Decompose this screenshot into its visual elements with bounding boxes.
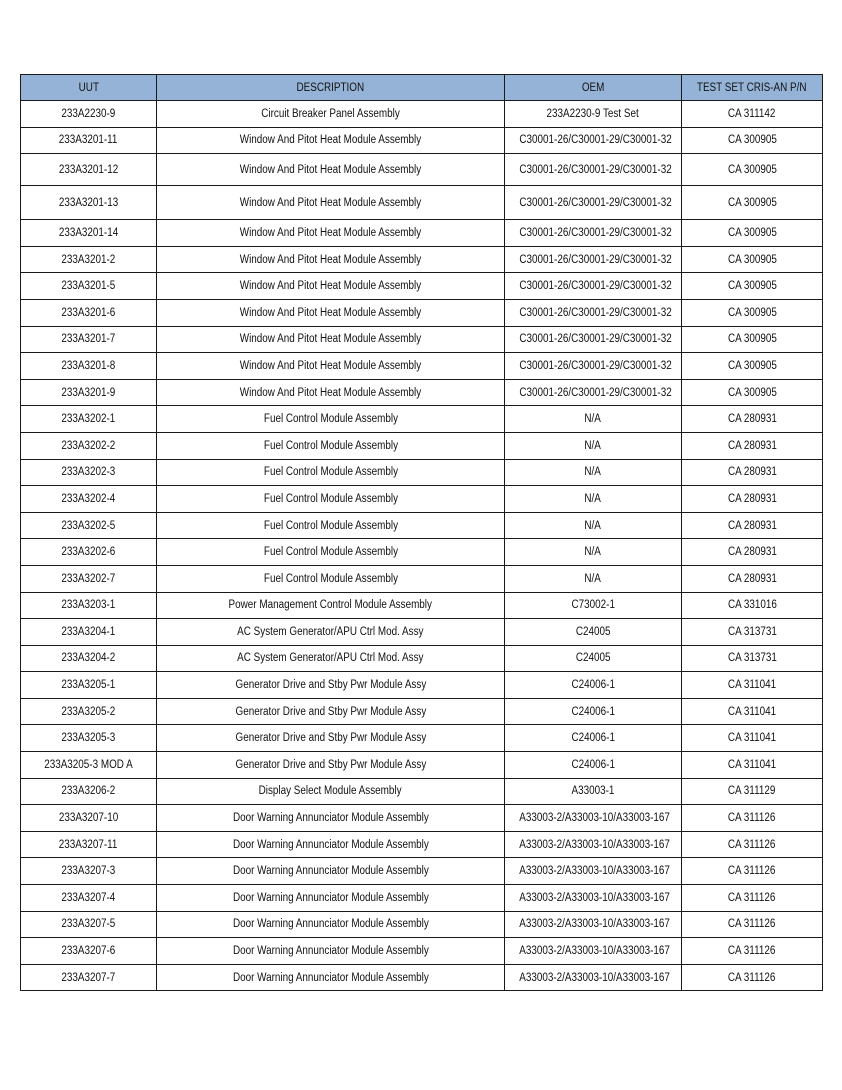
table-row [21,459,823,486]
cell-oem: C30001-26/C30001-29/C30001-32 [505,127,682,154]
table-row [21,512,823,539]
cell-uut: 233A3207-7 [21,964,157,991]
cell-description: Display Select Module Assembly [157,778,505,805]
cell-uut: 233A3202-7 [21,565,157,592]
cell-oem: A33003-2/A33003-10/A33003-167 [505,964,682,991]
cell-test-set-pn: CA 300905 [682,353,823,380]
table-row [21,645,823,672]
cell-description: Fuel Control Module Assembly [157,406,505,433]
cell-description: Door Warning Annunciator Module Assembly [157,858,505,885]
cell-uut: 233A3202-6 [21,539,157,566]
cell-oem: 233A2230-9 Test Set [505,101,682,128]
cell-description: Window And Pitot Heat Module Assembly [157,186,505,220]
cell-description: Window And Pitot Heat Module Assembly [157,353,505,380]
cell-oem: C24005 [505,619,682,646]
cell-test-set-pn: CA 300905 [682,379,823,406]
table-row [21,778,823,805]
table-row [21,619,823,646]
table-row [21,273,823,300]
table-row [21,186,823,220]
cell-test-set-pn: CA 311126 [682,911,823,938]
cell-test-set-pn: CA 300905 [682,154,823,186]
table-row [21,432,823,459]
table-header-row [21,75,823,101]
cell-test-set-pn: CA 311126 [682,805,823,832]
cell-oem: C30001-26/C30001-29/C30001-32 [505,379,682,406]
cell-description: Fuel Control Module Assembly [157,432,505,459]
cell-test-set-pn: CA 311126 [682,964,823,991]
cell-description: AC System Generator/APU Ctrl Mod. Assy [157,645,505,672]
cell-oem: C30001-26/C30001-29/C30001-32 [505,186,682,220]
cell-description: Fuel Control Module Assembly [157,565,505,592]
cell-test-set-pn: CA 311041 [682,672,823,699]
cell-description: Generator Drive and Stby Pwr Module Assy [157,698,505,725]
cell-uut: 233A3204-1 [21,619,157,646]
cell-oem: C24006-1 [505,672,682,699]
cell-description: Fuel Control Module Assembly [157,539,505,566]
cell-test-set-pn: CA 311041 [682,698,823,725]
cell-uut: 233A3201-8 [21,353,157,380]
cell-test-set-pn: CA 311041 [682,725,823,752]
cell-oem: N/A [505,406,682,433]
table-row [21,565,823,592]
cell-uut: 233A2230-9 [21,101,157,128]
parts-table-container [20,74,822,991]
cell-test-set-pn: CA 300905 [682,186,823,220]
table-row [21,101,823,128]
cell-test-set-pn: CA 280931 [682,406,823,433]
header-oem: OEM [505,75,682,101]
cell-test-set-pn: CA 331016 [682,592,823,619]
table-row [21,938,823,965]
cell-oem: C24006-1 [505,725,682,752]
cell-description: Door Warning Annunciator Module Assembly [157,831,505,858]
cell-description: Generator Drive and Stby Pwr Module Assy [157,752,505,779]
table-row [21,154,823,186]
cell-description: Window And Pitot Heat Module Assembly [157,220,505,247]
cell-oem: A33003-2/A33003-10/A33003-167 [505,831,682,858]
cell-test-set-pn: CA 311126 [682,938,823,965]
cell-description: Door Warning Annunciator Module Assembly [157,885,505,912]
cell-oem: C24006-1 [505,752,682,779]
cell-description: Window And Pitot Heat Module Assembly [157,379,505,406]
cell-oem: A33003-2/A33003-10/A33003-167 [505,938,682,965]
table-row [21,486,823,513]
cell-oem: A33003-2/A33003-10/A33003-167 [505,911,682,938]
cell-description: Power Management Control Module Assembly [157,592,505,619]
table-row [21,725,823,752]
cell-test-set-pn: CA 280931 [682,565,823,592]
cell-test-set-pn: CA 311126 [682,831,823,858]
cell-description: Door Warning Annunciator Module Assembly [157,964,505,991]
table-row [21,379,823,406]
cell-oem: C30001-26/C30001-29/C30001-32 [505,326,682,353]
cell-description: Window And Pitot Heat Module Assembly [157,273,505,300]
cell-description: AC System Generator/APU Ctrl Mod. Assy [157,619,505,646]
table-row [21,326,823,353]
cell-uut: 233A3204-2 [21,645,157,672]
table-row [21,592,823,619]
table-row [21,964,823,991]
cell-oem: C30001-26/C30001-29/C30001-32 [505,220,682,247]
cell-test-set-pn: CA 300905 [682,220,823,247]
cell-description: Window And Pitot Heat Module Assembly [157,154,505,186]
cell-uut: 233A3206-2 [21,778,157,805]
table-row [21,858,823,885]
header-description: DESCRIPTION [157,75,505,101]
cell-uut: 233A3202-2 [21,432,157,459]
table-row [21,885,823,912]
table-row [21,353,823,380]
cell-uut: 233A3207-6 [21,938,157,965]
cell-uut: 233A3207-5 [21,911,157,938]
cell-oem: N/A [505,512,682,539]
table-row [21,299,823,326]
cell-test-set-pn: CA 280931 [682,459,823,486]
cell-test-set-pn: CA 311126 [682,858,823,885]
cell-uut: 233A3207-3 [21,858,157,885]
cell-uut: 233A3201-13 [21,186,157,220]
cell-test-set-pn: CA 300905 [682,273,823,300]
cell-description: Door Warning Annunciator Module Assembly [157,805,505,832]
cell-oem: C30001-26/C30001-29/C30001-32 [505,154,682,186]
cell-test-set-pn: CA 280931 [682,539,823,566]
cell-test-set-pn: CA 300905 [682,246,823,273]
cell-uut: 233A3207-10 [21,805,157,832]
table-row [21,246,823,273]
cell-test-set-pn: CA 280931 [682,512,823,539]
cell-uut: 233A3201-11 [21,127,157,154]
cell-description: Circuit Breaker Panel Assembly [157,101,505,128]
cell-test-set-pn: CA 313731 [682,619,823,646]
cell-test-set-pn: CA 311129 [682,778,823,805]
parts-table [20,74,823,991]
cell-uut: 233A3201-14 [21,220,157,247]
cell-uut: 233A3203-1 [21,592,157,619]
table-body [21,101,823,991]
header-test-set-pn: TEST SET CRIS-AN P/N [682,75,823,101]
cell-uut: 233A3201-6 [21,299,157,326]
cell-description: Generator Drive and Stby Pwr Module Assy [157,672,505,699]
cell-test-set-pn: CA 300905 [682,127,823,154]
cell-test-set-pn: CA 311041 [682,752,823,779]
cell-description: Fuel Control Module Assembly [157,512,505,539]
cell-test-set-pn: CA 280931 [682,486,823,513]
cell-uut: 233A3205-3 MOD A [21,752,157,779]
table-row [21,911,823,938]
cell-description: Door Warning Annunciator Module Assembly [157,911,505,938]
cell-uut: 233A3202-3 [21,459,157,486]
cell-oem: A33003-2/A33003-10/A33003-167 [505,805,682,832]
cell-oem: A33003-2/A33003-10/A33003-167 [505,885,682,912]
cell-oem: N/A [505,565,682,592]
cell-test-set-pn: CA 311126 [682,885,823,912]
cell-test-set-pn: CA 280931 [682,432,823,459]
cell-uut: 233A3201-12 [21,154,157,186]
cell-description: Window And Pitot Heat Module Assembly [157,127,505,154]
cell-description: Fuel Control Module Assembly [157,486,505,513]
table-row [21,698,823,725]
cell-uut: 233A3202-5 [21,512,157,539]
cell-test-set-pn: CA 313731 [682,645,823,672]
cell-uut: 233A3207-4 [21,885,157,912]
cell-oem: A33003-1 [505,778,682,805]
cell-description: Fuel Control Module Assembly [157,459,505,486]
cell-uut: 233A3201-9 [21,379,157,406]
cell-description: Window And Pitot Heat Module Assembly [157,326,505,353]
cell-uut: 233A3201-7 [21,326,157,353]
cell-oem: C24006-1 [505,698,682,725]
cell-oem: N/A [505,459,682,486]
cell-test-set-pn: CA 300905 [682,299,823,326]
cell-uut: 233A3201-2 [21,246,157,273]
cell-uut: 233A3205-1 [21,672,157,699]
header-uut: UUT [21,75,157,101]
cell-oem: C30001-26/C30001-29/C30001-32 [505,353,682,380]
cell-description: Door Warning Annunciator Module Assembly [157,938,505,965]
table-row [21,672,823,699]
cell-oem: C24005 [505,645,682,672]
cell-description: Window And Pitot Heat Module Assembly [157,246,505,273]
cell-uut: 233A3201-5 [21,273,157,300]
cell-description: Generator Drive and Stby Pwr Module Assy [157,725,505,752]
cell-test-set-pn: CA 311142 [682,101,823,128]
table-row [21,752,823,779]
cell-uut: 233A3205-2 [21,698,157,725]
table-row [21,220,823,247]
cell-oem: C30001-26/C30001-29/C30001-32 [505,299,682,326]
cell-oem: C30001-26/C30001-29/C30001-32 [505,246,682,273]
cell-uut: 233A3205-3 [21,725,157,752]
cell-oem: A33003-2/A33003-10/A33003-167 [505,858,682,885]
cell-description: Window And Pitot Heat Module Assembly [157,299,505,326]
table-row [21,539,823,566]
cell-uut: 233A3207-11 [21,831,157,858]
cell-oem: N/A [505,486,682,513]
cell-uut: 233A3202-1 [21,406,157,433]
cell-uut: 233A3202-4 [21,486,157,513]
table-row [21,831,823,858]
cell-test-set-pn: CA 300905 [682,326,823,353]
table-row [21,406,823,433]
table-row [21,127,823,154]
cell-oem: N/A [505,432,682,459]
table-row [21,805,823,832]
cell-oem: C30001-26/C30001-29/C30001-32 [505,273,682,300]
cell-oem: C73002-1 [505,592,682,619]
cell-oem: N/A [505,539,682,566]
